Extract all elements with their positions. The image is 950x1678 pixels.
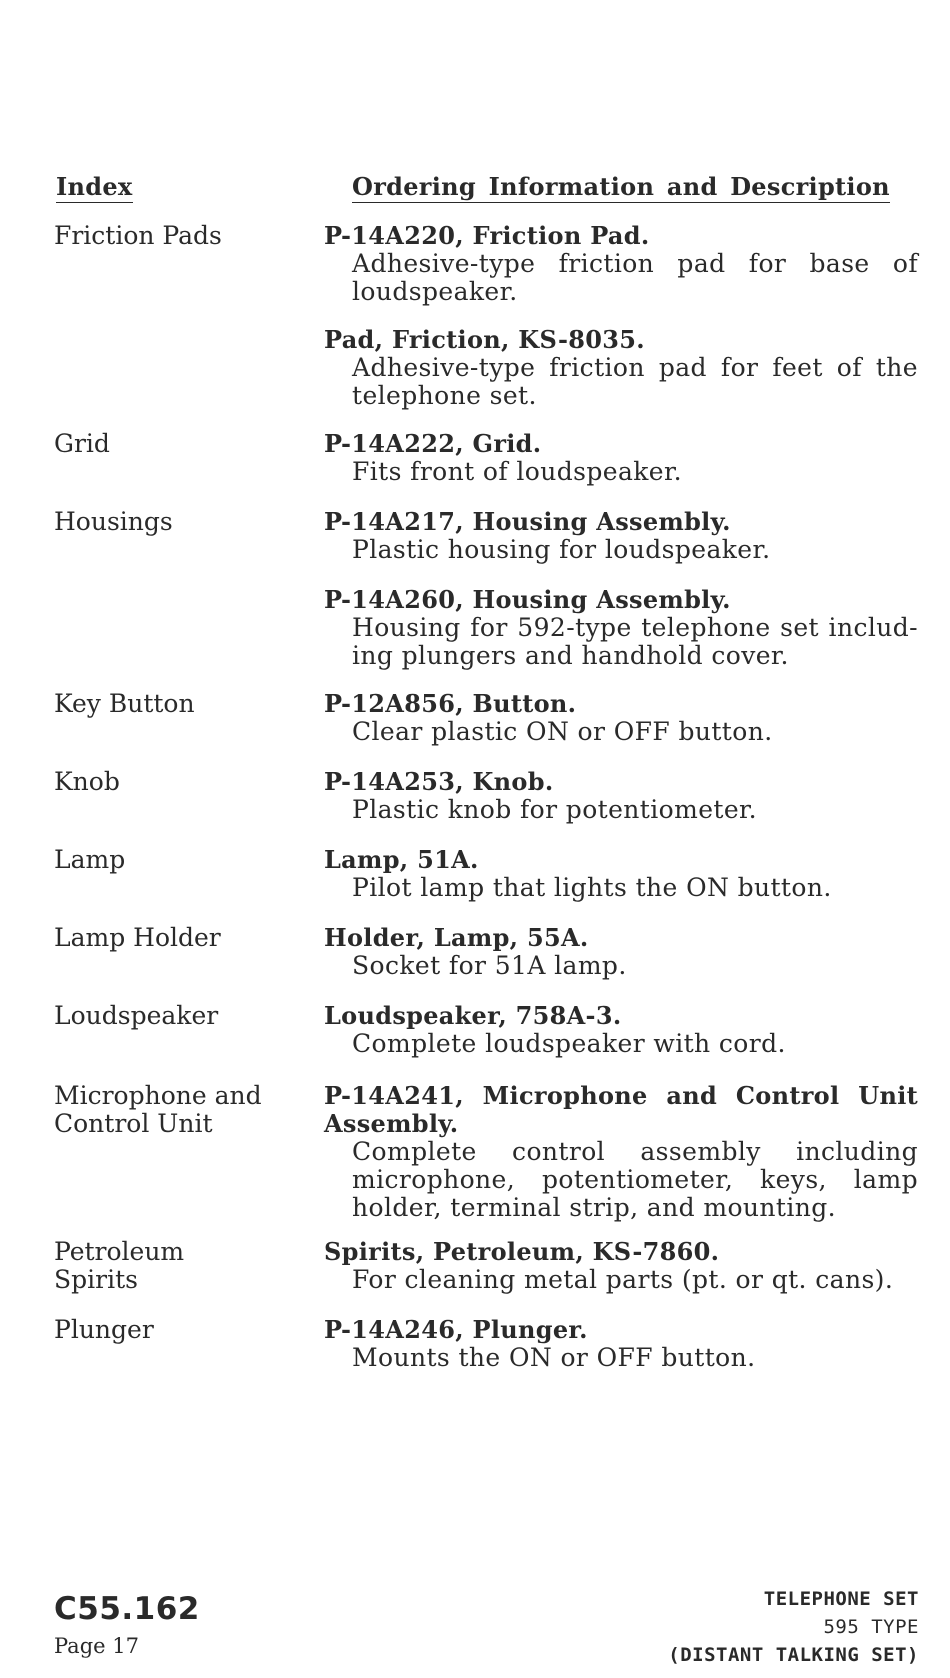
entry-title: P-14A241, Microphone and Control Unit Assembly. [324, 1081, 918, 1138]
index-label-petroleum-line2: Spirits [54, 1265, 138, 1294]
index-label-housings: Housings [54, 507, 173, 536]
entry-title: Pad, Friction, KS-8035. [324, 325, 645, 354]
entry-description: Adhesive-type friction pad for base of loudspeaker. [352, 249, 918, 306]
entry-title: P-12A856, Button. [324, 689, 577, 718]
entry-p14a260 [324, 586, 918, 670]
entry-description: For cleaning metal parts (pt. or qt. cans). [352, 1265, 894, 1294]
index-label-microphone-line2: Control Unit [54, 1109, 213, 1138]
entry-description: Plastic housing for loudspeaker. [352, 535, 771, 564]
entry-description: Adhesive-type friction pad for feet of the telephone set. [352, 353, 918, 410]
entry-p14a220 [324, 222, 918, 306]
ordering-column-header: Ordering Information and Description [352, 172, 890, 201]
entry-description: Plastic knob for potentiometer. [352, 795, 757, 824]
entry-title: P-14A260, Housing Assembly. [324, 585, 731, 614]
entry-ks8035 [324, 326, 918, 410]
page-number: Page 17 [54, 1634, 139, 1658]
index-label-loudspeaker: Loudspeaker [54, 1001, 219, 1030]
entry-description: Clear plastic ON or OFF button. [352, 717, 773, 746]
entry-description: Pilot lamp that lights the ON button. [352, 873, 832, 902]
entry-title: P-14A246, Plunger. [324, 1315, 588, 1344]
index-label-petroleum-line1: Petroleum [54, 1237, 185, 1266]
entry-p14a241 [324, 1082, 918, 1222]
entry-p12a856 [324, 690, 918, 746]
entry-title: Holder, Lamp, 55A. [324, 923, 589, 952]
index-label-knob: Knob [54, 767, 120, 796]
entry-description: Complete control assembly including microphone, potentiometer, keys, lamp holder, terminal strip, and mounting. [352, 1137, 918, 1222]
footer-title-line2: 595 TYPE [823, 1616, 919, 1638]
entry-description: Housing for 592-type telephone set includ-ing plungers and handhold cover. [352, 613, 918, 670]
index-label-lamp: Lamp [54, 845, 126, 874]
entry-description: Fits front of loudspeaker. [352, 457, 682, 486]
entry-title: Loudspeaker, 758A-3. [324, 1001, 622, 1030]
index-label-key-button: Key Button [54, 689, 195, 718]
index-label-friction-pads: Friction Pads [54, 221, 222, 250]
entry-lamp-51a [324, 846, 918, 902]
entry-title: Spirits, Petroleum, KS-7860. [324, 1237, 720, 1266]
entry-title: P-14A220, Friction Pad. [324, 221, 650, 250]
entry-p14a217 [324, 508, 918, 564]
document-code: C55.162 [54, 1591, 200, 1627]
entry-description: Complete loudspeaker with cord. [352, 1029, 786, 1058]
entry-p14a253 [324, 768, 918, 824]
footer-title-line1: TELEPHONE SET [763, 1588, 919, 1610]
entry-holder-55a [324, 924, 918, 980]
index-column-header: Index [56, 172, 133, 201]
entry-description: Socket for 51A lamp. [352, 951, 627, 980]
entry-title: P-14A217, Housing Assembly. [324, 507, 731, 536]
entry-ks7860 [324, 1238, 918, 1294]
footer-title-line3: (DISTANT TALKING SET) [668, 1644, 919, 1666]
entry-loudspeaker-758a3 [324, 1002, 918, 1058]
entry-title: Lamp, 51A. [324, 845, 479, 874]
entry-title: P-14A222, Grid. [324, 429, 542, 458]
entry-title: P-14A253, Knob. [324, 767, 554, 796]
index-label-plunger: Plunger [54, 1315, 154, 1344]
entry-p14a222 [324, 430, 918, 486]
index-label-lamp-holder: Lamp Holder [54, 923, 221, 952]
entry-p14a246 [324, 1316, 918, 1372]
index-label-grid: Grid [54, 429, 110, 458]
index-label-microphone-line1: Microphone and [54, 1081, 262, 1110]
entry-description: Mounts the ON or OFF button. [352, 1343, 756, 1372]
